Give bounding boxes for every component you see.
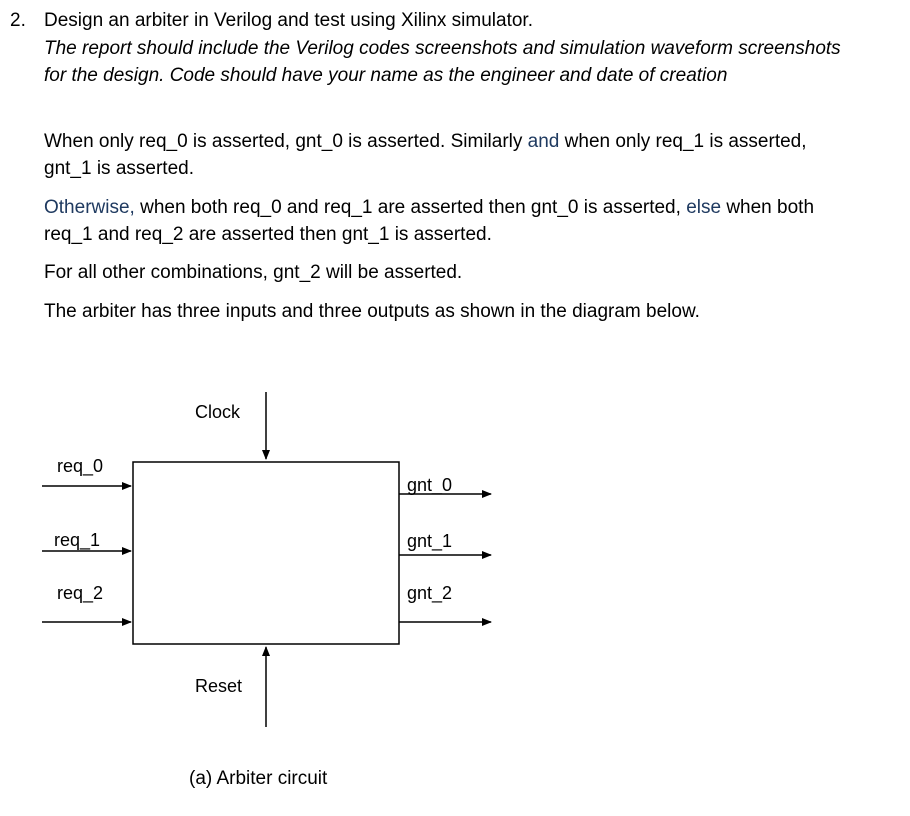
question-number: 2. — [10, 10, 26, 31]
spec-paragraph-1-line-2: gnt_1 is asserted. — [44, 158, 194, 179]
question-title: Design an arbiter in Verilog and test using Xilinx simulator. — [44, 10, 533, 31]
spec-p2-c: when both — [721, 197, 815, 218]
gnt-1-label: gnt_1 — [407, 531, 453, 551]
spec-p2-otherwise: Otherwise, — [44, 197, 135, 218]
spec-p1-b: when only req_1 is asserted, — [559, 131, 807, 152]
req-0-label: req_0 — [57, 456, 104, 476]
req-1-label: req_1 — [54, 530, 101, 550]
reset-label: Reset — [195, 676, 243, 696]
diagram-caption: (a) Arbiter circuit — [189, 768, 328, 789]
spec-p2-b: when both req_0 and req_1 are asserted then gnt_0 is asserted, — [134, 197, 687, 218]
spec-p1-and: and — [527, 131, 560, 152]
spec-paragraph-2-line-2: req_1 and req_2 are asserted then gnt_1 is asserted. — [44, 224, 492, 245]
spec-paragraph-4: The arbiter has three inputs and three outputs as shown in the diagram below. — [44, 301, 700, 322]
spec-p2-else: else — [686, 197, 722, 218]
arbiter-block — [133, 462, 399, 644]
clock-label: Clock — [195, 402, 241, 422]
gnt-2-label: gnt_2 — [407, 583, 453, 603]
gnt-0-label: gnt_0 — [407, 475, 453, 495]
instruction-line-1: The report should include the Verilog codes screenshots and simulation waveform screenshots — [44, 38, 841, 59]
spec-paragraph-3: For all other combinations, gnt_2 will be asserted. — [44, 262, 463, 283]
instruction-line-2: for the design. Code should have your name as the engineer and date of creation — [44, 65, 728, 86]
spec-p1-a: When only req_0 is asserted, gnt_0 is asserted. Similarly — [44, 131, 528, 152]
req-2-label: req_2 — [57, 583, 104, 603]
